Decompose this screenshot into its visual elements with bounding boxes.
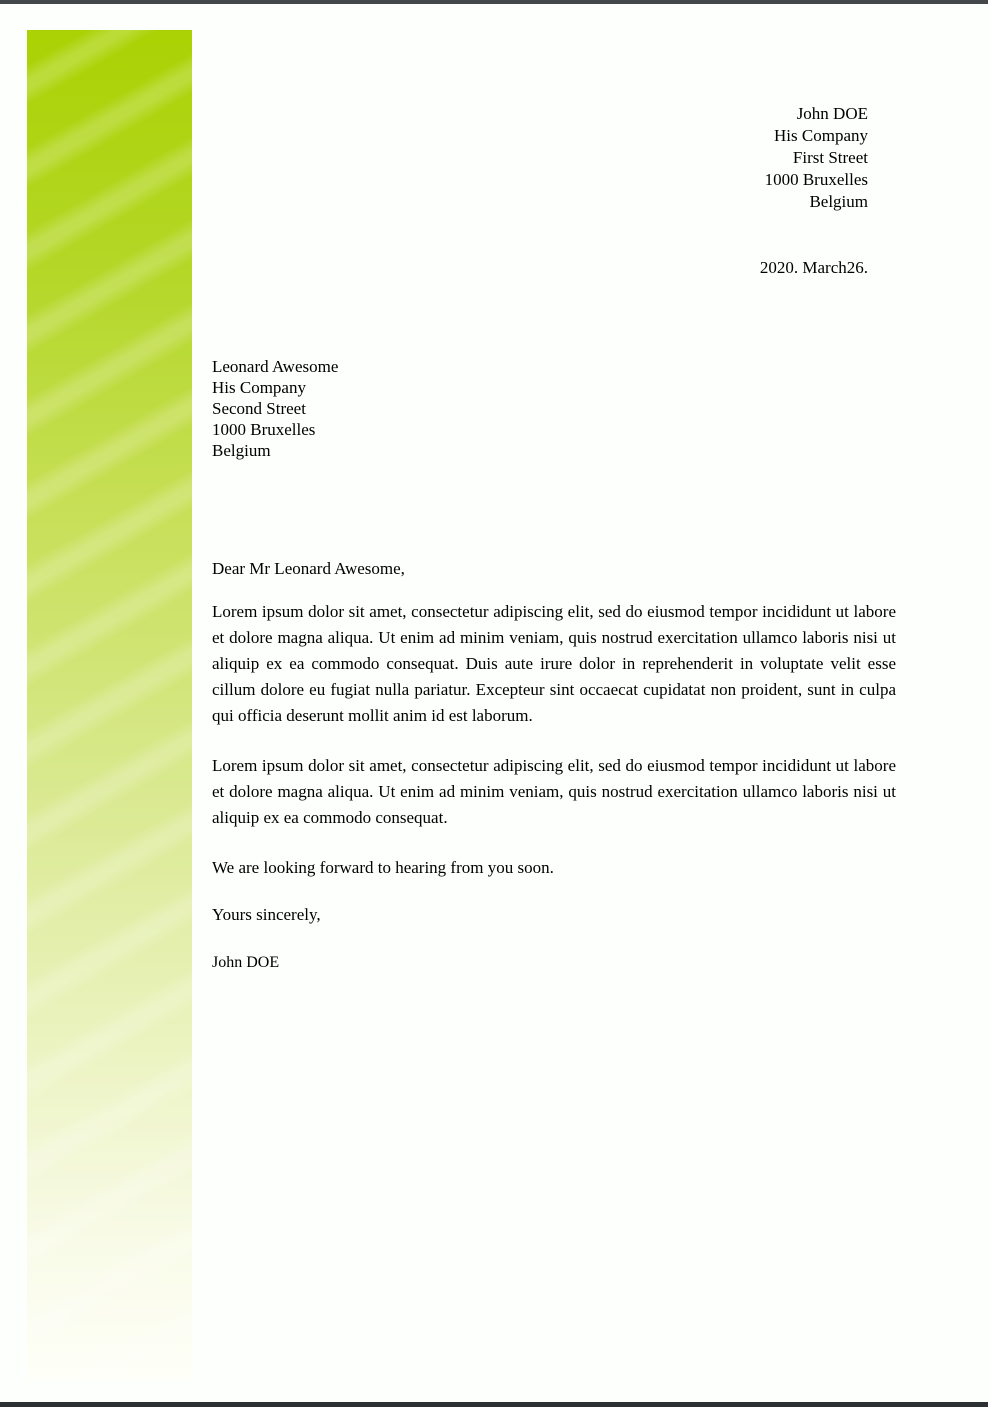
sender-city: 1000 Bruxelles — [764, 170, 868, 189]
sender-address — [765, 103, 868, 213]
top-rule-divider — [0, 0, 988, 4]
bottom-rule-divider — [0, 1402, 988, 1407]
letterhead-gradient-band — [27, 30, 192, 1380]
body-paragraph-1: Lorem ipsum dolor sit amet, consectetur adipiscing elit, sed do eiusmod tempor incididunt ut labore et dolore magna aliqua. Ut enim ad minim veniam, quis nostrud exercitation ullamco laboris nisi ut aliquip ex ea commodo consequat. Duis aute irure dolor in reprehenderit in voluptate velit esse cillum dolore eu fugiat nulla pariatur. Excepteur sint occaecat cupidatat non proident, sunt in culpa qui officia deserunt mollit anim id est laborum. — [212, 602, 896, 725]
sender-company: His Company — [774, 126, 868, 145]
letter-body — [212, 556, 896, 976]
recipient-city: 1000 Bruxelles — [212, 420, 316, 439]
recipient-name: Leonard Awesome — [212, 357, 339, 376]
recipient-company: His Company — [212, 378, 306, 397]
salutation: Dear Mr Leonard Awesome, — [212, 559, 405, 578]
sender-country: Belgium — [809, 192, 868, 211]
sender-name: John DOE — [796, 104, 868, 123]
letter-date: 2020. March26. — [759, 258, 868, 277]
recipient-country: Belgium — [212, 441, 271, 460]
recipient-street: Second Street — [212, 399, 306, 418]
body-paragraph-2: Lorem ipsum dolor sit amet, consectetur adipiscing elit, sed do eiusmod tempor incididunt ut labore et dolore magna aliqua. Ut enim ad minim veniam, quis nostrud exercitation ullamco laboris nisi ut aliquip ex ea commodo consequat. — [212, 756, 896, 827]
signature-name: John DOE — [212, 954, 280, 971]
sender-street: First Street — [792, 148, 868, 167]
valediction: Yours sincerely, — [212, 905, 321, 924]
recipient-address — [212, 356, 338, 461]
closing-line: We are looking forward to hearing from you soon. — [212, 858, 554, 877]
